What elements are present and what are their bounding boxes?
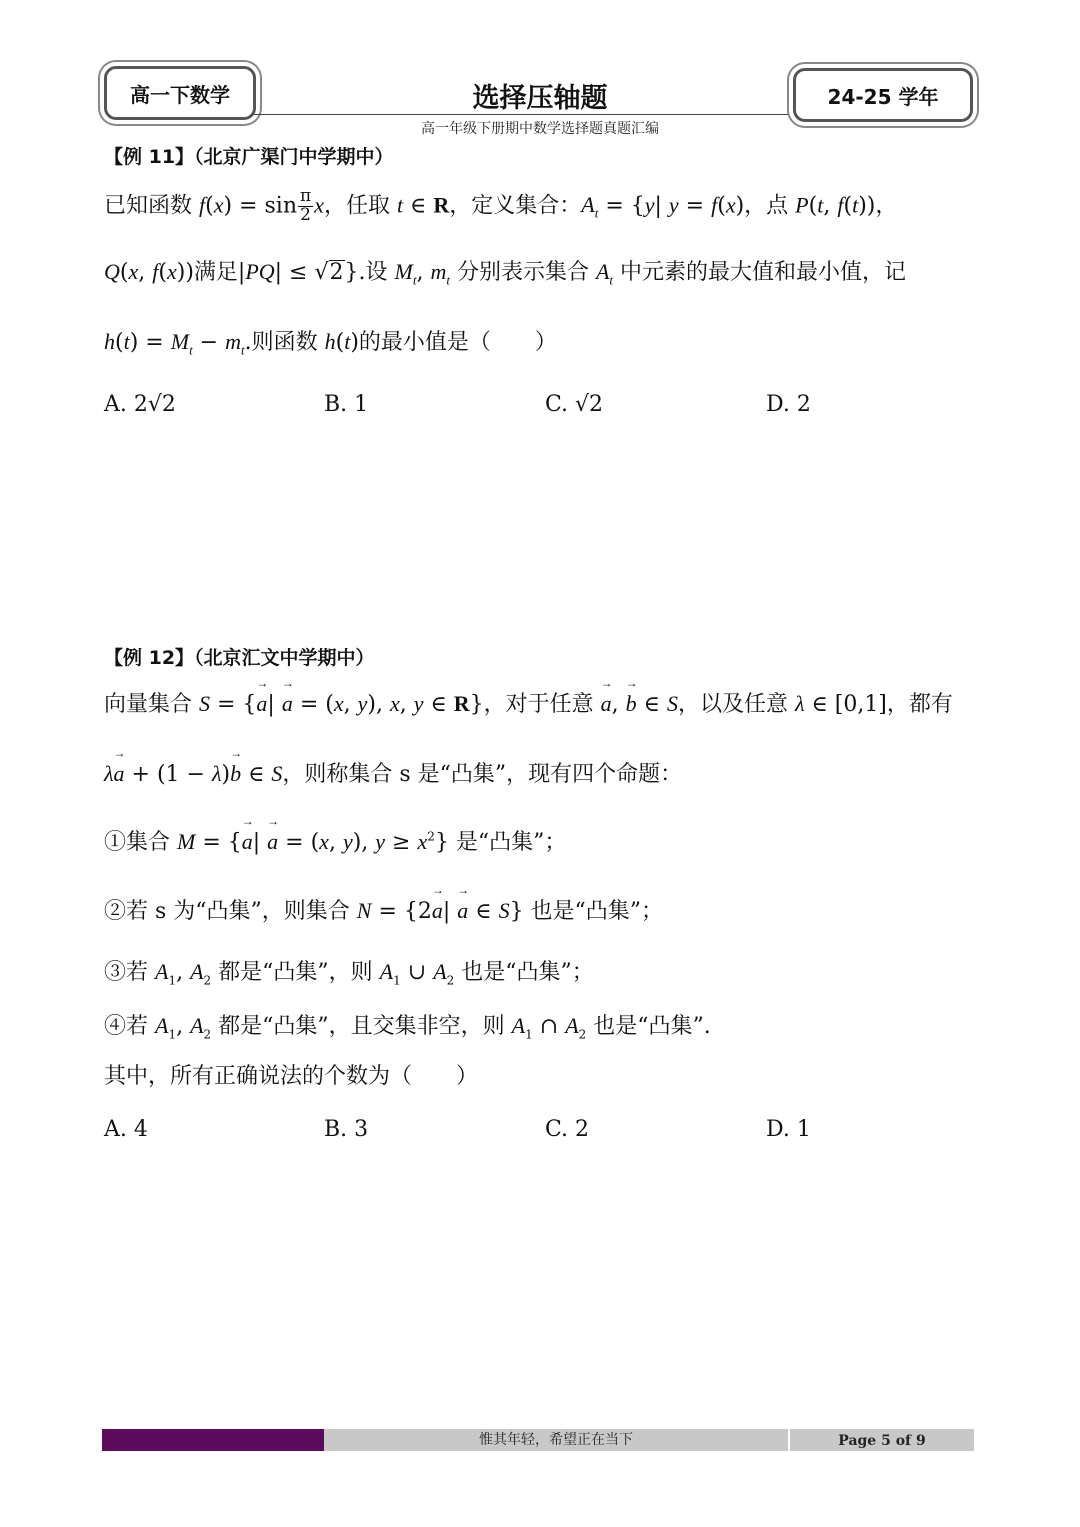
page-title: 选择压轴题 (472, 83, 608, 114)
header-subject: 高一下数学 (130, 82, 230, 107)
example-12-proposition-2: ②若 s 为“凸集”，则集合 N = {2a →| a → ∈ S} 也是“凸集”； (104, 897, 663, 927)
example-12-option-b: B. 3 (324, 1117, 369, 1142)
example-12-option-d: D. 1 (766, 1117, 811, 1142)
footer-motto: 惟其年轻，希望正在当下 (324, 1429, 788, 1451)
header-year: 24-25 学年 (827, 84, 939, 109)
example-11-line-1: 已知函数 f(x) = sin $\frac{\pi}{2}$ x，任取 t ∈ R，定义集合：$A_t = \{y|$ y = f(x)，点 P(t, f(t))， (104, 186, 898, 225)
example-12-heading: 【例 12】（北京汇文中学期中） (104, 647, 375, 669)
example-11-option-c: C. √2 (545, 392, 604, 417)
header-year-box (793, 68, 973, 122)
footer-accent-bar (102, 1429, 324, 1451)
example-12-line-1: 向量集合 S = {a →| a → = (x, y), x, y ∈ R}，对于任意 a →, b → ∈ S，以及任意 λ ∈ [0,1]，都有 (104, 690, 953, 720)
example-11-line-2: Q(x, f(x))满足|PQ| ≤ √2}.设 $M_t$, $m_t$ 分别表示集合 $A_t$ 中元素的最大值和最小值，记 (104, 259, 907, 288)
example-12-line-2: λa → + (1 − λ)b → ∈ S，则称集合 s 是“凸集”，现有四个命题： (104, 760, 682, 790)
example-12-proposition-3: ③若 $A_1$, $A_2$ 都是“凸集”，则 $A_1$ ∪ $A_2$ 也是“凸集”； (104, 959, 594, 988)
example-11-option-a: A. 2√2 (104, 392, 176, 417)
example-12-conclusion: 其中，所有正确说法的个数为（ ） (104, 1064, 479, 1089)
example-11-option-d: D. 2 (766, 392, 811, 417)
example-11-line-3: $h(t) = M_t - m_t$.则函数 h(t)的最小值是（ ） (104, 329, 557, 358)
header-subject-box (104, 66, 256, 120)
example-12-proposition-4: ④若 $A_1$, $A_2$ 都是“凸集”，且交集非空，则 $A_1$ ∩ $A_2$ 也是“凸集”. (104, 1013, 711, 1042)
example-12-proposition-1: ①集合 M = {a →| a → = (x, y), $y \ge x^2$} 是“凸集”； (104, 828, 566, 858)
page-subtitle: 高一年级下册期中数学选择题真题汇编 (421, 121, 659, 137)
example-12-option-a: A. 4 (104, 1117, 148, 1142)
example-11-heading: 【例 11】（北京广渠门中学期中） (104, 146, 394, 168)
header-rule (253, 114, 788, 115)
example-12-option-c: C. 2 (545, 1117, 590, 1142)
footer-page-number: Page 5 of 9 (790, 1429, 974, 1451)
example-11-option-b: B. 1 (324, 392, 369, 417)
